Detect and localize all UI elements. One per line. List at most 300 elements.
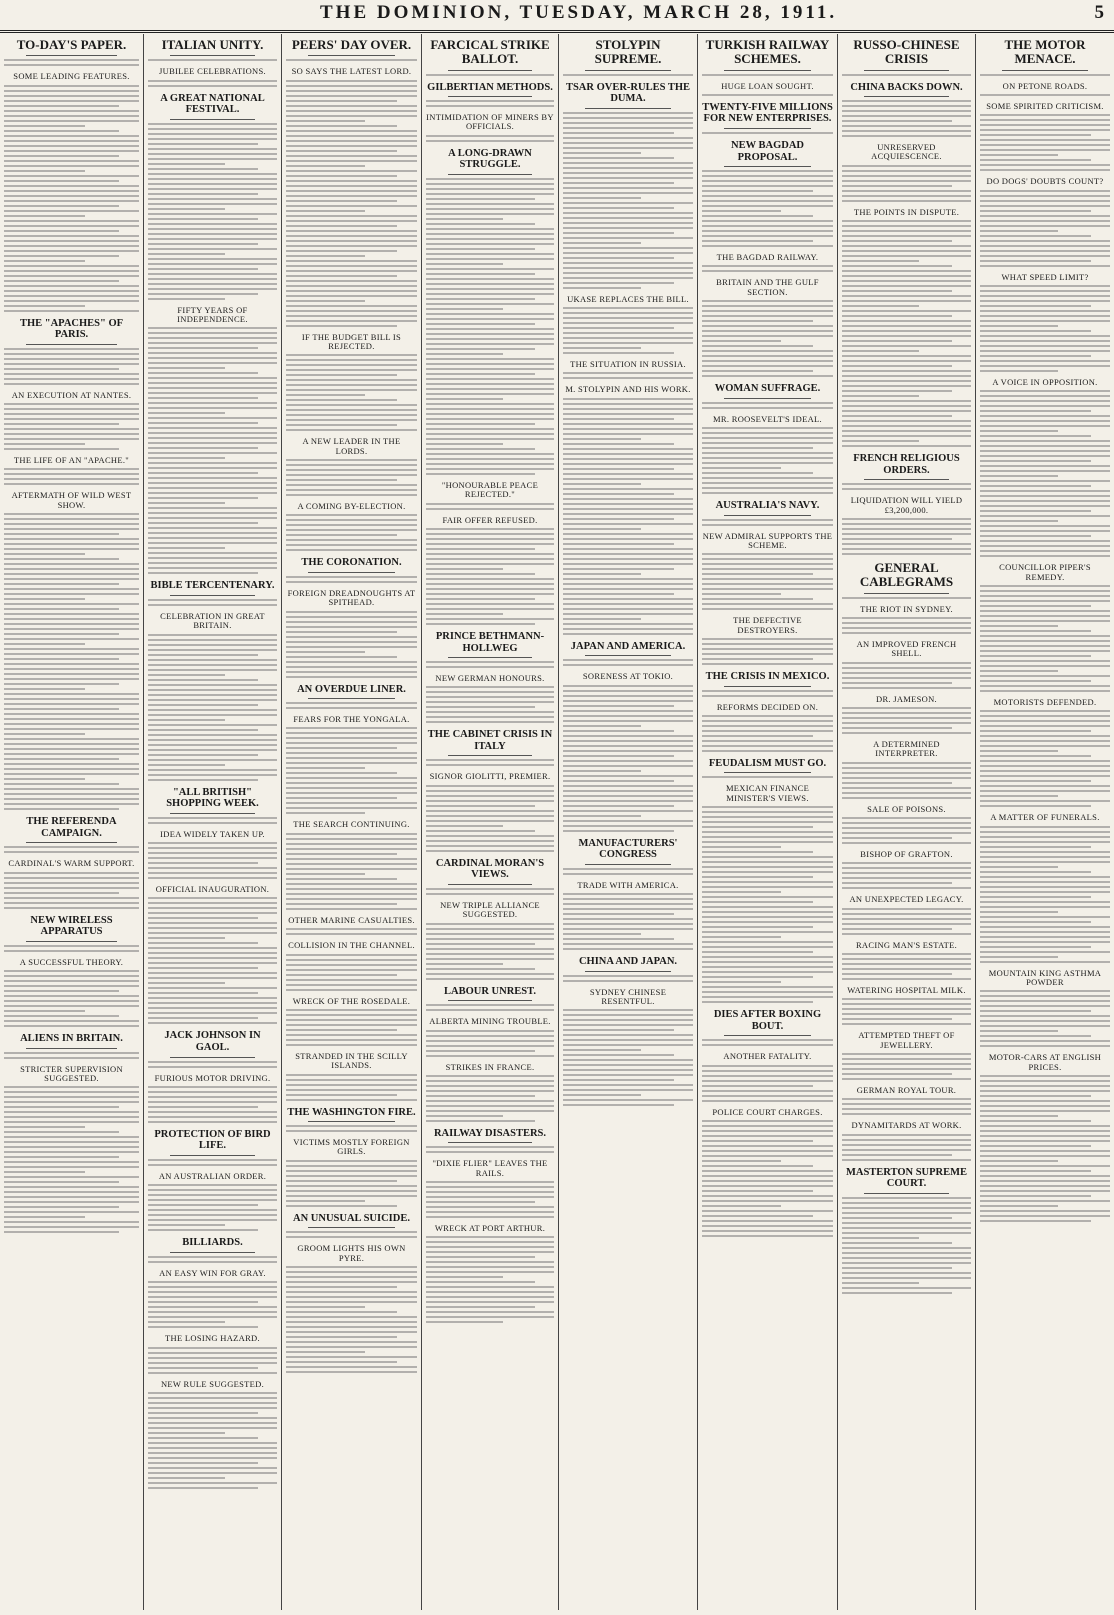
text-line [286, 777, 417, 779]
text-line [286, 888, 417, 890]
text-line [426, 1004, 554, 1006]
headline: SO SAYS THE LATEST LORD. [291, 66, 412, 77]
text-line [148, 273, 277, 275]
headline: CHINA AND JAPAN. [578, 956, 678, 968]
text-line [148, 332, 277, 334]
text-line [426, 468, 554, 470]
text-line [148, 193, 258, 195]
text-line [426, 938, 554, 940]
text-line [148, 604, 277, 606]
article-body [563, 975, 693, 982]
text-line [4, 945, 139, 947]
article-body [148, 897, 277, 1024]
text-line [980, 990, 1110, 992]
text-line [4, 980, 139, 982]
text-line [148, 253, 225, 255]
text-line [426, 978, 554, 980]
text-line [148, 1482, 277, 1484]
text-line [563, 1084, 693, 1086]
text-line [286, 539, 417, 541]
text-line [4, 1171, 85, 1173]
text-line [702, 861, 833, 863]
text-line [980, 230, 1058, 232]
text-line [426, 383, 554, 385]
text-line [426, 318, 554, 320]
text-line [702, 215, 813, 217]
text-line [563, 533, 693, 535]
text-line [563, 918, 693, 920]
text-line [286, 928, 417, 930]
text-line [702, 305, 833, 307]
text-line [148, 669, 277, 671]
divider [448, 884, 532, 885]
column-3 [281, 34, 421, 1610]
text-line [426, 943, 535, 945]
text-line [4, 798, 139, 800]
text-line [286, 1346, 417, 1348]
text-line [980, 1080, 1110, 1082]
headline: MASTERTON SUPREME COURT. [845, 1166, 968, 1190]
text-line [980, 1145, 1091, 1147]
text-line [980, 846, 1091, 848]
text-line [563, 628, 693, 630]
text-line [148, 367, 225, 369]
article-body [842, 100, 971, 137]
text-line [980, 119, 1110, 121]
text-line [980, 650, 1110, 652]
text-line [4, 100, 139, 102]
text-line [426, 553, 554, 555]
text-line [286, 200, 397, 202]
text-line [563, 633, 693, 635]
text-line [980, 475, 1058, 477]
text-line [286, 1286, 397, 1288]
text-line [4, 693, 139, 695]
text-line [286, 1356, 417, 1358]
text-line [426, 1196, 554, 1198]
divider [864, 479, 949, 480]
text-line [980, 159, 1091, 161]
text-line [842, 1257, 971, 1259]
text-line [563, 690, 693, 692]
article [563, 360, 693, 379]
text-line [426, 1296, 554, 1298]
text-line [4, 473, 139, 475]
headline: JAPAN AND AMERICA. [570, 640, 686, 652]
text-line [4, 902, 139, 904]
text-line [286, 110, 417, 112]
text-line [702, 94, 833, 96]
article-body [563, 398, 693, 635]
article [148, 787, 277, 824]
text-line [426, 790, 554, 792]
text-line [426, 278, 554, 280]
text-line [286, 666, 417, 668]
text-line [4, 648, 139, 650]
text-line [980, 1155, 1110, 1157]
text-line [148, 749, 277, 751]
text-line [842, 1058, 971, 1060]
text-line [426, 1181, 554, 1183]
text-line [286, 954, 417, 956]
text-line [4, 205, 119, 207]
text-line [563, 1099, 693, 1101]
article-body [426, 1004, 554, 1011]
text-line [702, 831, 833, 833]
text-line [286, 752, 417, 754]
text-line [426, 1085, 554, 1087]
text-line [702, 876, 813, 878]
text-line [842, 817, 971, 819]
article [842, 605, 971, 634]
text-line [702, 1195, 833, 1197]
article-body [286, 928, 417, 935]
article [286, 684, 417, 710]
text-line [4, 513, 139, 515]
text-line [286, 757, 417, 759]
article-body [148, 327, 277, 574]
article-body [426, 785, 554, 852]
text-line [426, 328, 554, 330]
text-line [980, 220, 1110, 222]
text-line [702, 946, 833, 948]
text-line [980, 851, 1110, 853]
text-line [702, 841, 833, 843]
text-line [426, 603, 554, 605]
text-line [426, 443, 503, 445]
text-line [4, 1141, 139, 1143]
text-line [842, 1108, 971, 1110]
text-line [148, 268, 258, 270]
text-line [842, 275, 971, 277]
headline: MOUNTAIN KING ASTHMA POWDER [988, 967, 1102, 988]
text-line [842, 687, 971, 689]
text-line [702, 1230, 833, 1232]
text-line [148, 1467, 277, 1469]
text-line [286, 893, 417, 895]
text-line [563, 74, 693, 76]
text-line [563, 433, 693, 435]
text-line [4, 1000, 139, 1002]
divider [724, 70, 811, 71]
text-line [980, 836, 1110, 838]
text-line [148, 1417, 277, 1419]
text-line [4, 633, 119, 635]
text-line [426, 1206, 554, 1208]
text-line [4, 763, 139, 765]
text-line [148, 507, 277, 509]
text-line [4, 688, 85, 690]
text-line [980, 1180, 1110, 1182]
text-line [4, 1057, 139, 1059]
text-line [148, 937, 225, 939]
article-body [426, 923, 554, 980]
text-line [148, 764, 225, 766]
text-line [563, 1049, 641, 1051]
headline: HUGE LOAN SOUGHT. [721, 80, 814, 91]
headline: NEW WIRELESS APPARATUS [30, 914, 113, 938]
headline: "HONOURABLE PEACE REJECTED." [441, 479, 539, 500]
headline: FRENCH RELIGIOUS ORDERS. [853, 453, 960, 476]
article-body [426, 1236, 554, 1323]
text-line [426, 1080, 554, 1082]
text-line [148, 902, 277, 904]
article-body [426, 503, 554, 510]
text-line [4, 265, 139, 267]
text-line [286, 964, 417, 966]
text-line [702, 432, 833, 434]
text-line [148, 258, 277, 260]
headline: M. STOLYPIN AND HIS WORK. [565, 384, 691, 395]
text-line [286, 549, 417, 551]
text-line [563, 553, 693, 555]
article-body [286, 727, 417, 814]
text-line [980, 1035, 1091, 1037]
text-line [286, 290, 417, 292]
text-line [842, 295, 971, 297]
headline: WOMAN SUFFRAGE. [714, 383, 821, 395]
text-line [980, 154, 1058, 156]
headline: NEW ADMIRAL SUPPORTS THE SCHEME. [702, 530, 833, 550]
text-line [702, 588, 833, 590]
text-line [980, 310, 1110, 312]
text-line [563, 720, 693, 722]
text-line [148, 457, 225, 459]
text-line [426, 358, 554, 360]
article-body [4, 348, 139, 385]
text-line [702, 482, 833, 484]
text-line [702, 991, 833, 993]
article-body [702, 427, 833, 494]
text-line [426, 543, 554, 545]
text-line [842, 827, 971, 829]
text-line [702, 653, 833, 655]
headline: TRADE WITH AMERICA. [577, 879, 679, 890]
text-line [426, 548, 535, 550]
text-line [4, 478, 139, 480]
article [563, 988, 693, 1107]
text-line [842, 518, 971, 520]
text-line [980, 1025, 1110, 1027]
text-line [563, 1039, 693, 1041]
text-line [426, 1251, 554, 1253]
headline: UNRESERVED ACQUIESCENCE. [871, 142, 942, 162]
headline: CELEBRATION IN GREAT BRITAIN. [160, 610, 265, 631]
text-line [563, 568, 674, 570]
text-line [702, 375, 833, 377]
headline: A LONG-DRAWN STRUGGLE. [448, 147, 532, 171]
article-body [4, 403, 139, 450]
article-body [563, 659, 693, 666]
text-line [842, 110, 971, 112]
text-line [702, 1155, 833, 1157]
article-body [148, 1184, 277, 1231]
text-line [980, 946, 1091, 948]
text-line [148, 774, 277, 776]
text-line [286, 707, 417, 709]
text-line [702, 350, 833, 352]
text-line [980, 114, 1110, 116]
text-line [702, 205, 833, 207]
text-line [426, 1115, 503, 1117]
text-line [4, 872, 139, 874]
text-line [426, 1316, 554, 1318]
text-line [426, 313, 554, 315]
text-line [148, 223, 277, 225]
text-line [702, 220, 833, 222]
text-line [286, 1130, 417, 1132]
text-line [4, 748, 139, 750]
divider [585, 971, 671, 972]
text-line [148, 1209, 277, 1211]
text-line [426, 1256, 535, 1258]
text-line [4, 663, 139, 665]
text-line [980, 1175, 1110, 1177]
text-line [286, 359, 417, 361]
text-line [426, 593, 554, 595]
text-line [702, 325, 833, 327]
article [4, 859, 139, 908]
headline: THE LIFE OF AN "APACHE." [13, 455, 130, 466]
text-line [148, 1412, 258, 1414]
masthead [0, 0, 1114, 33]
article [148, 612, 277, 781]
text-line [842, 617, 971, 619]
text-line [702, 961, 833, 963]
headline: THE MOTOR MENACE. [1004, 37, 1086, 67]
text-line [702, 1205, 781, 1207]
text-line [426, 473, 535, 475]
headline: AFTERMATH OF WILD WEST SHOW. [11, 490, 132, 510]
text-line [426, 413, 554, 415]
text-line [4, 698, 139, 700]
text-line [563, 790, 693, 792]
article [148, 306, 277, 575]
text-line [426, 608, 554, 610]
text-line [702, 1235, 833, 1237]
text-line [980, 149, 1110, 151]
text-line [702, 856, 833, 858]
text-line [426, 706, 535, 708]
text-line [702, 402, 833, 404]
text-line [426, 378, 554, 380]
article [286, 941, 417, 990]
headline: NEW BAGDAD PROPOSAL. [730, 140, 805, 163]
text-line [563, 523, 693, 525]
text-line [4, 300, 139, 302]
text-line [980, 1150, 1110, 1152]
article [426, 1017, 554, 1056]
text-line [563, 825, 693, 827]
text-line [286, 641, 417, 643]
headline: REFORMS DECIDED ON. [716, 701, 819, 712]
article [702, 38, 833, 76]
article [702, 1052, 833, 1101]
text-line [980, 1125, 1110, 1127]
text-line [980, 941, 1110, 943]
text-line [4, 882, 139, 884]
article-body [842, 220, 971, 447]
text-line [702, 981, 781, 983]
headline: AN UNEXPECTED LEGACY. [849, 894, 964, 905]
divider [170, 1155, 255, 1156]
text-line [148, 59, 277, 61]
headline: THE LOSING HAZARD. [165, 1333, 260, 1344]
text-line [148, 497, 258, 499]
text-line [702, 976, 813, 978]
text-line [980, 1210, 1110, 1212]
headline: FARCICAL STRIKE BALLOT. [430, 37, 550, 67]
article-body [702, 402, 833, 409]
text-line [286, 220, 417, 222]
article [4, 318, 139, 385]
text-line [426, 528, 554, 530]
text-line [563, 508, 693, 510]
text-line [148, 664, 277, 666]
text-line [148, 977, 277, 979]
headline: ALIENS IN BRITAIN. [20, 1032, 123, 1044]
text-line [148, 1091, 277, 1093]
text-line [842, 270, 971, 272]
text-line [148, 1437, 258, 1439]
article [148, 830, 277, 879]
text-line [980, 675, 1110, 677]
text-line [702, 906, 833, 908]
headline: FAIR OFFER REFUSED. [442, 514, 538, 525]
text-line [148, 1352, 277, 1354]
text-line [702, 265, 833, 267]
text-line [563, 1044, 693, 1046]
text-line [702, 472, 813, 474]
text-line [842, 125, 971, 127]
text-line [563, 563, 693, 565]
article-body [842, 165, 971, 202]
text-line [563, 408, 693, 410]
text-line [842, 707, 971, 709]
text-line [4, 185, 139, 187]
text-line [842, 787, 971, 789]
text-line [980, 1095, 1091, 1097]
text-line [563, 127, 693, 129]
text-line [148, 442, 277, 444]
text-line [980, 485, 1091, 487]
text-line [842, 553, 971, 555]
text-line [563, 760, 693, 762]
text-line [702, 730, 833, 732]
text-line [4, 105, 119, 107]
text-line [148, 942, 258, 944]
text-line [426, 198, 535, 200]
headline: SALE OF POISONS. [867, 803, 946, 814]
text-line [426, 835, 554, 837]
text-line [980, 901, 1110, 903]
text-line [148, 377, 277, 379]
article [563, 672, 693, 831]
divider [448, 657, 532, 658]
text-line [563, 347, 641, 349]
headline: OFFICIAL INAUGURATION. [155, 884, 270, 895]
article [426, 729, 554, 766]
text-line [148, 1422, 277, 1424]
text-line [842, 430, 971, 432]
text-line [4, 683, 119, 685]
headline: A MATTER OF FUNERALS. [990, 812, 1100, 823]
text-line [702, 886, 833, 888]
article [426, 1128, 554, 1154]
text-line [702, 330, 833, 332]
text-line [4, 260, 85, 262]
article [842, 1086, 971, 1115]
